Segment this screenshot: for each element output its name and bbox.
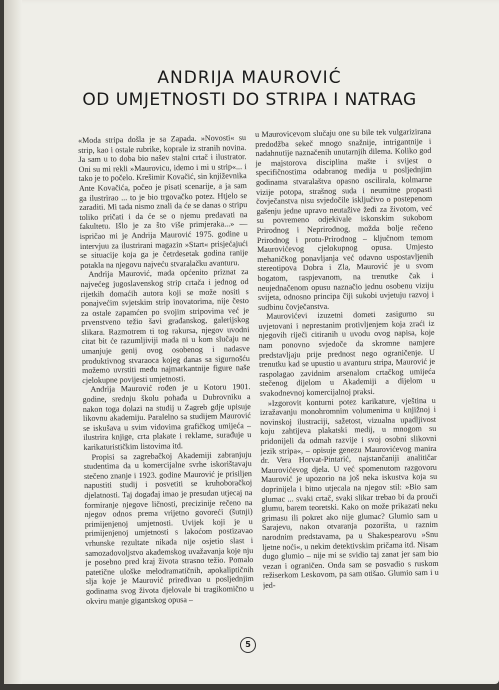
paragraph: Propisi sa zagrebačkoj Akademiji zabranjuju studentima da u komercijalne svrhe iskorištavaju stečeno znanje i 1923. godine Maurović je prisiljen napustiti studij i posvetiti se kruhoboračkoj djelatnosti. Taj događaj imao je presudan utjecaj na formiranje njegove ličnosti, precizinije rečeno na njegov odnos prema vrijetno govoreći (šutnji) primijenjenoj umjetnosti. Uvijek koji je u primijenjenoj umjetnosti s lakoćom postizavao vrhunske rezultate nikada nije osjetio slast i samozadovoljstvo akademskog uvažavanja koje nju je posebno pred kraj života strasno težio. Pomalo patetične uloške melodramatičnih, apokaliptičnih slja koje je Maurović priređivao u posljednjim godinama svog života djelovale bi tragikomično u okviru manje gigantskog opusa – (83, 449, 255, 606)
paragraph: Maurovićevi izuzetni dometi zasigurno su uvjetovani i neprestanim protivljenjem koja zraći iz njegovih riječi citiranih u uvodu ovog napisa, koje nam ponovno svjedoče da skromne namjere predstavljaju prije prednost nego ograničenje. U trenutku kad se upustio u avanturu stripa, Maurović je raspolagao zavidnim arsenalom crtačkog umijeća stečenog dijelom u Akademiji a dijelom u svakodnevnoj komercijalnoj praksi. (258, 309, 436, 398)
paragraph: u Maurovicevom slučaju one su bile tek vulgarizirana predodžba sekeč mnogo snažnije, intrigantnije i nadahnutije naznačenih unutarnjih dilema. Koliko god je majstorova disciplina mašte i svijest o specifičnostima odabranog medija u posljednjim godinama stvaralaštva opasno oscilirala, kolmarne vizije potopa, strašnog suda i neumitne propasti čovječanstva nisu svjedočile isključivo o postepenom gašenju jedne upravo neutažive žeđi za životom, već su povremeno odjekivale iskonskim sukobom Prirodnog i Neprirodnog, možda bolje rečeno Prirodnog i protu-Prirodnog – ključnom temom Maurovićevog cjelokupnog opusa. Umjesto mehaničkog ponavljanja već odavno uspostavljenih stereotipova Dobra i Zla, Maurović je u svom bogatom, raspjevanom, na trenutke čak i neujednačenom opusu naznačio jednu osobenu viziju svijeta, odnosno principa čiji sukobi uvjetuju razvoj i sudbinu čovječanstva. (255, 126, 434, 312)
text-column-left (78, 133, 255, 636)
author-heading: ANDRIJA MAUROVIĆ (157, 68, 342, 88)
paragraph: »Izgorovit konturni potez karikature, vještina u izražavanju monohromnim volumenima u knjižnoj i novinskoj ilustraciji, sažetost, vizualna upadljivost koju zahtijeva plakatski medij, u mnogom su pridonijeli da odmah razvije i svoj osobni slikovni jezik stripa«, – opisuje genezu Maurovićevog manira dr. Vera Horvat-Pintarić, najstančaniji analitičar Maurovićevog djela. U već spomenutom razgovoru Maurović je upozorio na još neka iskustva koja su doprinijela i bitno utjecala na njegov stil: »Bio sam glumac ... svaki crtač, svaki slikar trebao bi da prouči glumu, barem teoretski. Kako on može prikazati neku grimasu ili pokret ako nije glumac? Glumio sam u Sarajevu, nakon otvaranja pozorišta, u raznim narodnim predstavama, pa u Shakespearovu »Snu ljetne noći«, u nekim detektivskim pričama itd. Nisam dugo glumio – nije mi se svidio taj zanat jer sam bio vezan i ograničen. Onda sam se posvadio s ruskom režiserkom Leskovom, pa sam otišao. Glumio sam i u jed- (259, 395, 439, 590)
page-number: 5 (240, 637, 256, 653)
paragraph: Andrija Maurović rođen je u Kotoru 1901. godine, srednju školu pohađa u Dubrovniku a nakon toga dolazi na studij u Zagreb gdje upisuje likovnu akademiju. Paralelno sa studijem Maurović se iskušava u svim vidovima grafičkog umijeća – ilustrira knjige, crta plakate i reklame, surađuje u karikaturističkim listovima itd. (82, 382, 252, 452)
article-title: OD UMJETNOSTI DO STRIPA I NATRAG (82, 90, 417, 110)
text-column-right (255, 127, 440, 650)
paragraph: «Moda stripa došla je sa Zapada. »Novosti« su strip, kao i ostale rubrike, koprale iz stranih novina. Ja sam u to doba bio našev stalni crtač i ilustrator. Oni su mi rekli »Maurovicu, idemo i mi u strip«... i tako je to počelo. Krešimir Kovačić, sin književnika Ante Kovačića, počeo je pisati scenarije, a ja sam ga ilustrirao ... to je bio trgovačko potez. Htjelo se zaraditi. Mi tada nismo znali da će se danas o stripu toliko pričati i da će se o njemu predavati na fakultetu. Išlo je za što više primjeraka...» — ispričao mi je Andrija Maurović 1975. godine u intervjuu za ilustrirani magazin »Start« prisjećajući se situacije koja ga je četrdesetak godina ranije potakla na njegovu najveću stvaralačku avanturu. (78, 133, 249, 270)
paragraph: Andrija Maurović, mada općenito priznat za najvećeg jugoslavenskog strip crtača i jednog od rijetkih domaćih autora koji se može nositi s ponajvećim svjetskim strip inovatorima, nije često za ostale zapamćen po svojim stripovima već je prvenstveno težio šavi građanskog, galerijskog slikara. Razmotrem ti tog rakursa, njegov uvodni citat bit će razumljiviji mada ni u kom slučaju ne umanjuje genij ovog osobenog i nadasve produktivnog stvaraoca kojeg danas sa sigurnošću možemo uvrstiti među najmarkantnije figure naše cjelokupne povijesti umjetnosti. (80, 267, 251, 385)
